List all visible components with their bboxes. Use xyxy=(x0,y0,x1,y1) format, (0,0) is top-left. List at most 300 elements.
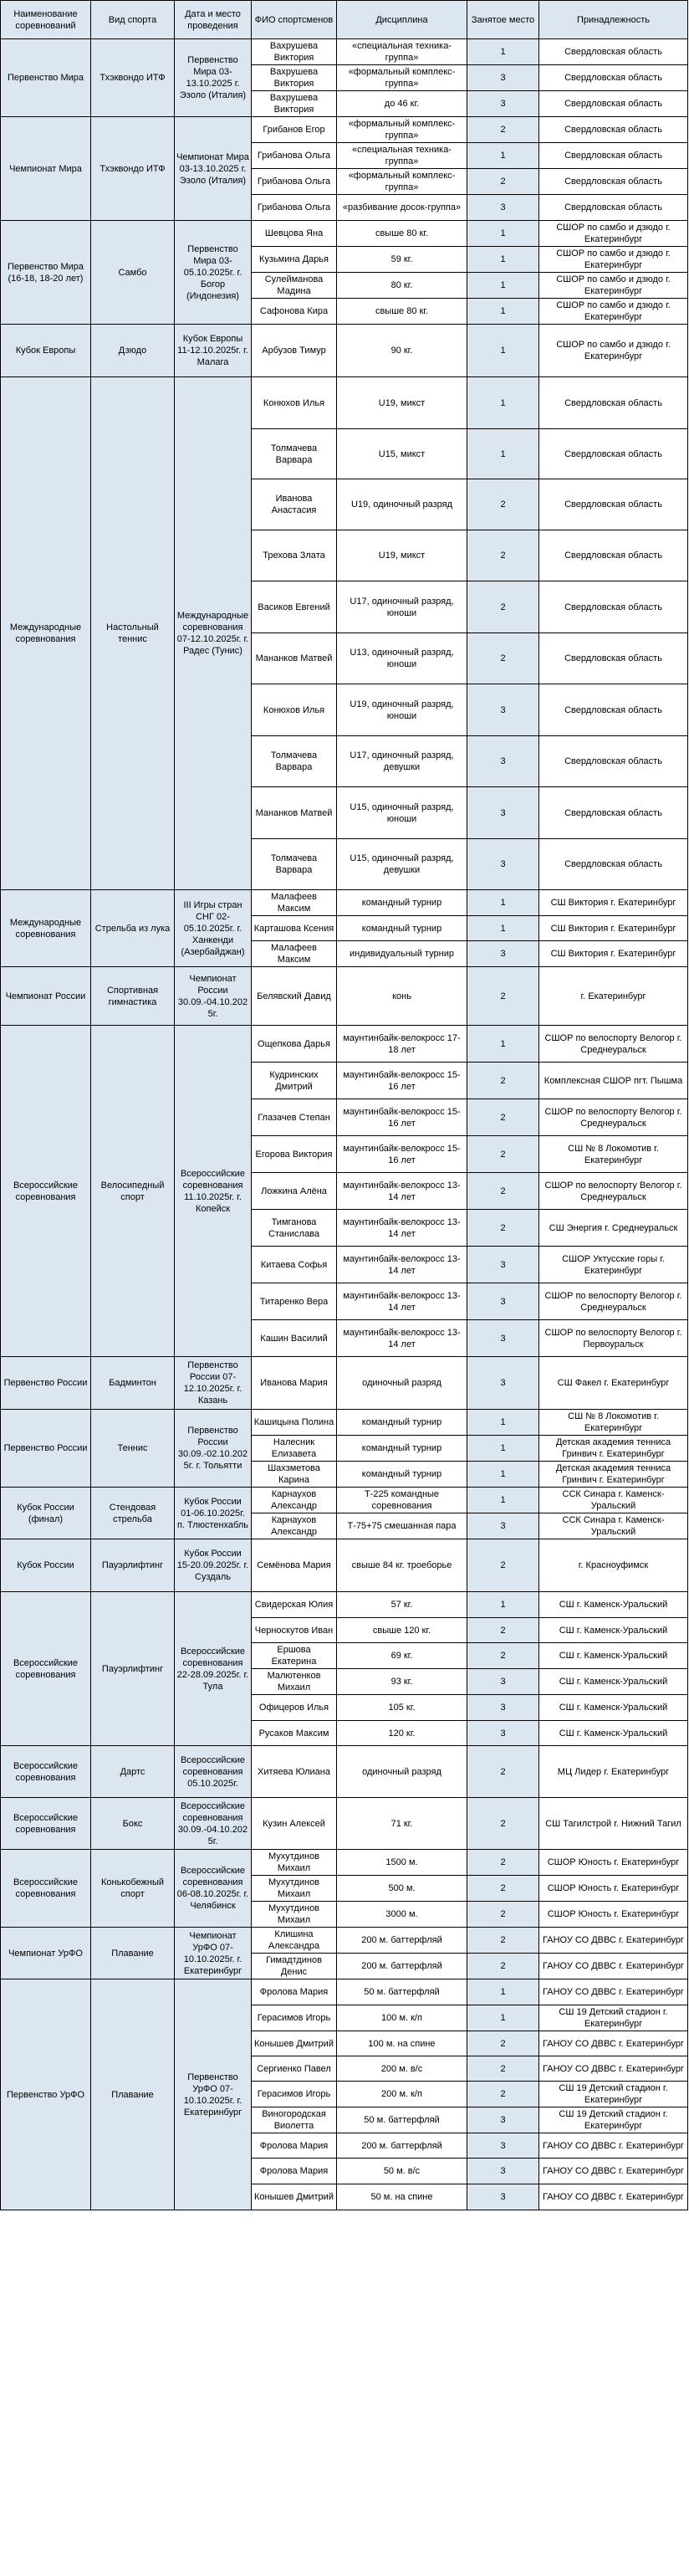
place-cell: 3 xyxy=(467,1283,539,1320)
sport-cell: Бадминтон xyxy=(91,1357,175,1410)
affiliation-cell: ГАНОУ СО ДВВС г. Екатеринбург xyxy=(539,2031,688,2056)
affiliation-cell: СШ Виктория г. Екатеринбург xyxy=(539,890,688,916)
place-cell: 1 xyxy=(467,377,539,429)
competition-cell: Международные соревнования xyxy=(1,377,91,890)
affiliation-cell: Свердловская область xyxy=(539,736,688,787)
athlete-name-cell: Налесник Елизавета xyxy=(252,1436,337,1462)
affiliation-cell: СШОР по велоспорту Велогор г. Среднеуральск xyxy=(539,1099,688,1136)
table-row xyxy=(1,1539,688,1592)
place-cell: 2 xyxy=(467,1539,539,1592)
discipline-cell: 50 м. баттерфляй xyxy=(337,2107,467,2133)
place-cell: 1 xyxy=(467,1436,539,1462)
place-cell: 1 xyxy=(467,1026,539,1063)
place-cell: 1 xyxy=(467,2005,539,2031)
place-cell: 2 xyxy=(467,1928,539,1954)
place-cell: 1 xyxy=(467,1462,539,1488)
discipline-cell: 500 м. xyxy=(337,1876,467,1902)
discipline-cell: командный турнир xyxy=(337,1462,467,1488)
place-cell: 2 xyxy=(467,1210,539,1247)
event-cell: Всероссийские соревнования 06-08.10.2025г. г. Челябинск xyxy=(175,1850,252,1928)
athlete-name-cell: Ложкина Алёна xyxy=(252,1173,337,1210)
place-cell: 1 xyxy=(467,273,539,299)
event-cell: III Игры стран СНГ 02-05.10.2025г. г. Ханкенди (Азербайджан) xyxy=(175,890,252,967)
table-row xyxy=(1,377,688,429)
place-cell: 2 xyxy=(467,1746,539,1798)
table-header xyxy=(1,1,688,39)
athlete-name-cell: Кашин Василий xyxy=(252,1320,337,1357)
place-cell: 3 xyxy=(467,195,539,221)
affiliation-cell: СШ № 8 Локомотив г. Екатеринбург xyxy=(539,1136,688,1173)
affiliation-cell: СШОР Юность г. Екатеринбург xyxy=(539,1850,688,1876)
athlete-name-cell: Ершова Екатерина xyxy=(252,1643,337,1669)
affiliation-cell: МЦ Лидер г. Екатеринбург xyxy=(539,1746,688,1798)
place-cell: 2 xyxy=(467,1618,539,1643)
sport-cell: Тхэквондо ИТФ xyxy=(91,39,175,117)
event-cell: Кубок Европы 11-12.10.2025г. г. Малага xyxy=(175,325,252,377)
discipline-cell: 105 кг. xyxy=(337,1695,467,1721)
discipline-cell: U13, одиночный разряд, юноши xyxy=(337,633,467,684)
discipline-cell: командный турнир xyxy=(337,1436,467,1462)
discipline-cell: одиночный разряд xyxy=(337,1357,467,1410)
athlete-name-cell: Карнаухов Александр xyxy=(252,1513,337,1539)
place-cell: 1 xyxy=(467,1592,539,1618)
table-row xyxy=(1,1357,688,1410)
place-cell: 2 xyxy=(467,1876,539,1902)
place-cell: 3 xyxy=(467,941,539,967)
competition-cell: Чемпионат России xyxy=(1,967,91,1026)
table-row xyxy=(1,1850,688,1876)
athlete-name-cell: Конюхов Илья xyxy=(252,377,337,429)
athlete-name-cell: Свидерская Юлия xyxy=(252,1592,337,1618)
discipline-cell: маунтинбайк-велокросс 13-14 лет xyxy=(337,1320,467,1357)
affiliation-cell: СШ 19 Детский стадион г. Екатеринбург xyxy=(539,2082,688,2107)
affiliation-cell: СШОР по самбо и дзюдо г. Екатеринбург xyxy=(539,247,688,273)
event-cell: Кубок России 01-06.10.2025г. п. Тлюстенхабль xyxy=(175,1488,252,1539)
sport-cell: Плавание xyxy=(91,1979,175,2210)
place-cell: 2 xyxy=(467,1136,539,1173)
discipline-cell: одиночный разряд xyxy=(337,1746,467,1798)
affiliation-cell: СШОР по самбо и дзюдо г. Екатеринбург xyxy=(539,273,688,299)
affiliation-cell: Свердловская область xyxy=(539,684,688,736)
sport-cell: Настольный теннис xyxy=(91,377,175,890)
place-cell: 2 xyxy=(467,2031,539,2056)
affiliation-cell: СШОР по самбо и дзюдо г. Екатеринбург xyxy=(539,221,688,247)
affiliation-cell: СШОР Юность г. Екатеринбург xyxy=(539,1902,688,1928)
event-cell: Первенство Мира 03-05.10.2025г. г. Богор (Индонезия) xyxy=(175,221,252,325)
discipline-cell: «разбивание досок-группа» xyxy=(337,195,467,221)
athlete-name-cell: Титаренко Вера xyxy=(252,1283,337,1320)
athlete-name-cell: Шевцова Яна xyxy=(252,221,337,247)
discipline-cell: маунтинбайк-велокросс 15-16 лет xyxy=(337,1136,467,1173)
affiliation-cell: Детская академия тенниса Гринвич г. Екатеринбург xyxy=(539,1436,688,1462)
discipline-cell: свыше 120 кг. xyxy=(337,1618,467,1643)
place-cell: 3 xyxy=(467,1721,539,1746)
sport-cell: Стрельба из лука xyxy=(91,890,175,967)
competition-cell: Первенство Мира xyxy=(1,39,91,117)
athlete-name-cell: Мухутдинов Михаил xyxy=(252,1850,337,1876)
athlete-name-cell: Трехова Злата xyxy=(252,530,337,581)
discipline-cell: 59 кг. xyxy=(337,247,467,273)
discipline-cell: 57 кг. xyxy=(337,1592,467,1618)
table-row xyxy=(1,39,688,65)
table-row xyxy=(1,1410,688,1436)
place-cell: 2 xyxy=(467,2082,539,2107)
discipline-cell: U19, микст xyxy=(337,530,467,581)
athlete-name-cell: Шахзметова Карина xyxy=(252,1462,337,1488)
event-cell: Всероссийские соревнования 30.09.-04.10.2025г. xyxy=(175,1798,252,1850)
sport-cell: Стендовая стрельба xyxy=(91,1488,175,1539)
athlete-name-cell: Малафеев Максим xyxy=(252,941,337,967)
place-cell: 2 xyxy=(467,1099,539,1136)
athlete-name-cell: Конышев Дмитрий xyxy=(252,2031,337,2056)
athlete-name-cell: Сафонова Кира xyxy=(252,299,337,325)
place-cell: 1 xyxy=(467,39,539,65)
event-cell: Всероссийские соревнования 11.10.2025г. г. Копейск xyxy=(175,1026,252,1357)
affiliation-cell: Свердловская область xyxy=(539,117,688,143)
event-cell: Первенство УрФО 07-10.10.2025г. г. Екатеринбург xyxy=(175,1979,252,2210)
competition-cell: Кубок Европы xyxy=(1,325,91,377)
athlete-name-cell: Арбузов Тимур xyxy=(252,325,337,377)
affiliation-cell: СШОР по велоспорту Велогор г. Среднеуральск xyxy=(539,1283,688,1320)
place-cell: 2 xyxy=(467,117,539,143)
affiliation-cell: Свердловская область xyxy=(539,65,688,91)
header-place: Занятое место xyxy=(467,1,539,39)
competition-cell: Кубок России (финал) xyxy=(1,1488,91,1539)
athlete-name-cell: Русаков Максим xyxy=(252,1721,337,1746)
place-cell: 3 xyxy=(467,1357,539,1410)
affiliation-cell: СШ 19 Детский стадион г. Екатеринбург xyxy=(539,2005,688,2031)
competition-cell: Всероссийские соревнования xyxy=(1,1026,91,1357)
discipline-cell: U19, микст xyxy=(337,377,467,429)
athlete-name-cell: Офицеров Илья xyxy=(252,1695,337,1721)
discipline-cell: 1500 м. xyxy=(337,1850,467,1876)
event-cell: Первенство России 07-12.10.2025г. г. Казань xyxy=(175,1357,252,1410)
discipline-cell: U17, одиночный разряд, юноши xyxy=(337,581,467,633)
athlete-name-cell: Сергиенко Павел xyxy=(252,2056,337,2082)
affiliation-cell: г. Екатеринбург xyxy=(539,967,688,1026)
sport-cell: Самбо xyxy=(91,221,175,325)
discipline-cell: маунтинбайк-велокросс 13-14 лет xyxy=(337,1283,467,1320)
table-row xyxy=(1,117,688,143)
place-cell: 2 xyxy=(467,169,539,195)
athlete-name-cell: Толмачева Варвара xyxy=(252,839,337,890)
affiliation-cell: СШ Виктория г. Екатеринбург xyxy=(539,941,688,967)
discipline-cell: 200 м. баттерфляй xyxy=(337,1954,467,1979)
discipline-cell: 3000 м. xyxy=(337,1902,467,1928)
place-cell: 1 xyxy=(467,1410,539,1436)
athlete-name-cell: Иванова Анастасия xyxy=(252,479,337,530)
competition-cell: Первенство России xyxy=(1,1357,91,1410)
discipline-cell: «специальная техника-группа» xyxy=(337,143,467,169)
place-cell: 1 xyxy=(467,916,539,941)
place-cell: 1 xyxy=(467,247,539,273)
discipline-cell: 100 м. на спине xyxy=(337,2031,467,2056)
place-cell: 3 xyxy=(467,1513,539,1539)
discipline-cell: U19, одиночный разряд, юноши xyxy=(337,684,467,736)
athlete-name-cell: Конышев Дмитрий xyxy=(252,2184,337,2210)
discipline-cell: 200 м. к/п xyxy=(337,2082,467,2107)
sport-cell: Плавание xyxy=(91,1928,175,1979)
affiliation-cell: СШ г. Каменск-Уральский xyxy=(539,1669,688,1695)
event-cell: Первенство России 30.09.-02.10.2025г. г. Тольятти xyxy=(175,1410,252,1488)
affiliation-cell: ГАНОУ СО ДВВС г. Екатеринбург xyxy=(539,2133,688,2159)
discipline-cell: индивидуальный турнир xyxy=(337,941,467,967)
place-cell: 2 xyxy=(467,1954,539,1979)
athlete-name-cell: Грибанова Ольга xyxy=(252,169,337,195)
place-cell: 3 xyxy=(467,2184,539,2210)
table-body xyxy=(1,39,688,2210)
athlete-name-cell: Грибанова Ольга xyxy=(252,195,337,221)
affiliation-cell: СШОР по велоспорту Велогор г. Среднеуральск xyxy=(539,1173,688,1210)
place-cell: 2 xyxy=(467,1063,539,1099)
competition-cell: Чемпионат УрФО xyxy=(1,1928,91,1979)
place-cell: 3 xyxy=(467,2159,539,2184)
competition-cell: Кубок России xyxy=(1,1539,91,1592)
discipline-cell: 50 м. на спине xyxy=(337,2184,467,2210)
affiliation-cell: СШОР по велоспорту Велогор г. Среднеуральск xyxy=(539,1026,688,1063)
athlete-name-cell: Сулейманова Мадина xyxy=(252,273,337,299)
discipline-cell: 80 кг. xyxy=(337,273,467,299)
header-row xyxy=(1,1,688,39)
discipline-cell: 69 кг. xyxy=(337,1643,467,1669)
place-cell: 2 xyxy=(467,2056,539,2082)
athlete-name-cell: Мананков Матвей xyxy=(252,787,337,839)
discipline-cell: «формальный комплекс-группа» xyxy=(337,169,467,195)
discipline-cell: Т-225 командные соревнования xyxy=(337,1488,467,1513)
sport-cell: Теннис xyxy=(91,1410,175,1488)
discipline-cell: 200 м. баттерфляй xyxy=(337,2133,467,2159)
event-cell: Всероссийские соревнования 22-28.09.2025г. г. Тула xyxy=(175,1592,252,1746)
table-row xyxy=(1,1746,688,1798)
discipline-cell: 100 м. к/п xyxy=(337,2005,467,2031)
affiliation-cell: ГАНОУ СО ДВВС г. Екатеринбург xyxy=(539,1979,688,2005)
place-cell: 3 xyxy=(467,1669,539,1695)
competition-cell: Всероссийские соревнования xyxy=(1,1746,91,1798)
athlete-name-cell: Глазачев Степан xyxy=(252,1099,337,1136)
header-athlete: ФИО спортсменов xyxy=(252,1,337,39)
place-cell: 3 xyxy=(467,787,539,839)
discipline-cell: командный турнир xyxy=(337,890,467,916)
place-cell: 3 xyxy=(467,684,539,736)
event-cell: Первенство Мира 03-13.10.2025 г. Эзоло (Италия) xyxy=(175,39,252,117)
table-row xyxy=(1,1798,688,1850)
place-cell: 1 xyxy=(467,221,539,247)
place-cell: 2 xyxy=(467,479,539,530)
athlete-name-cell: Малютенков Михаил xyxy=(252,1669,337,1695)
athlete-name-cell: Кузьмина Дарья xyxy=(252,247,337,273)
event-cell: Чемпионат Мира 03-13.10.2025 г. Эзоло (Италия) xyxy=(175,117,252,221)
affiliation-cell: СШОР Уктусские горы г. Екатеринбург xyxy=(539,1247,688,1283)
place-cell: 2 xyxy=(467,967,539,1026)
athlete-name-cell: Фролова Мария xyxy=(252,2159,337,2184)
affiliation-cell: ГАНОУ СО ДВВС г. Екатеринбург xyxy=(539,2159,688,2184)
athlete-name-cell: Тимганова Станислава xyxy=(252,1210,337,1247)
place-cell: 1 xyxy=(467,143,539,169)
discipline-cell: U17, одиночный разряд, девушки xyxy=(337,736,467,787)
affiliation-cell: СШ Виктория г. Екатеринбург xyxy=(539,916,688,941)
athlete-name-cell: Мухутдинов Михаил xyxy=(252,1902,337,1928)
affiliation-cell: СШ г. Каменск-Уральский xyxy=(539,1618,688,1643)
discipline-cell: 120 кг. xyxy=(337,1721,467,1746)
place-cell: 1 xyxy=(467,299,539,325)
sport-cell: Бокс xyxy=(91,1798,175,1850)
athlete-name-cell: Герасимов Игорь xyxy=(252,2082,337,2107)
table-row xyxy=(1,221,688,247)
athlete-name-cell: Толмачева Варвара xyxy=(252,429,337,479)
sport-cell: Пауэрлифтинг xyxy=(91,1592,175,1746)
competition-cell: Первенство Мира (16-18, 18-20 лет) xyxy=(1,221,91,325)
table-row xyxy=(1,890,688,916)
place-cell: 2 xyxy=(467,581,539,633)
athlete-name-cell: Вахрушева Виктория xyxy=(252,91,337,117)
sport-cell: Велосипедный спорт xyxy=(91,1026,175,1357)
place-cell: 2 xyxy=(467,1173,539,1210)
athlete-name-cell: Мананков Матвей xyxy=(252,633,337,684)
discipline-cell: 71 кг. xyxy=(337,1798,467,1850)
table-row xyxy=(1,1026,688,1063)
athlete-name-cell: Кузин Алексей xyxy=(252,1798,337,1850)
affiliation-cell: СШ г. Каменск-Уральский xyxy=(539,1643,688,1669)
affiliation-cell: ГАНОУ СО ДВВС г. Екатеринбург xyxy=(539,1928,688,1954)
competition-cell: Чемпионат Мира xyxy=(1,117,91,221)
place-cell: 2 xyxy=(467,1850,539,1876)
affiliation-cell: СШ Тагилстрой г. Нижний Тагил xyxy=(539,1798,688,1850)
competition-cell: Всероссийские соревнования xyxy=(1,1798,91,1850)
athlete-name-cell: Конюхов Илья xyxy=(252,684,337,736)
discipline-cell: свыше 80 кг. xyxy=(337,221,467,247)
competition-cell: Первенство УрФО xyxy=(1,1979,91,2210)
affiliation-cell: Свердловская область xyxy=(539,169,688,195)
discipline-cell: маунтинбайк-велокросс 17-18 лет xyxy=(337,1026,467,1063)
event-cell: Международные соревнования 07-12.10.2025г. г. Радес (Тунис) xyxy=(175,377,252,890)
place-cell: 2 xyxy=(467,1798,539,1850)
athlete-name-cell: Белявский Давид xyxy=(252,967,337,1026)
place-cell: 2 xyxy=(467,530,539,581)
affiliation-cell: ССК Синара г. Каменск-Уральский xyxy=(539,1513,688,1539)
athlete-name-cell: Егорова Виктория xyxy=(252,1136,337,1173)
affiliation-cell: ГАНОУ СО ДВВС г. Екатеринбург xyxy=(539,1954,688,1979)
athlete-name-cell: Грибанов Егор xyxy=(252,117,337,143)
affiliation-cell: ГАНОУ СО ДВВС г. Екатеринбург xyxy=(539,2184,688,2210)
discipline-cell: U15, одиночный разряд, юноши xyxy=(337,787,467,839)
place-cell: 1 xyxy=(467,325,539,377)
discipline-cell: свыше 80 кг. xyxy=(337,299,467,325)
discipline-cell: 90 кг. xyxy=(337,325,467,377)
header-affiliation: Принадлежность xyxy=(539,1,688,39)
discipline-cell: маунтинбайк-велокросс 13-14 лет xyxy=(337,1210,467,1247)
affiliation-cell: Свердловская область xyxy=(539,143,688,169)
sport-cell: Тхэквондо ИТФ xyxy=(91,117,175,221)
affiliation-cell: ССК Синара г. Каменск-Уральский xyxy=(539,1488,688,1513)
athlete-name-cell: Гимадтдинов Денис xyxy=(252,1954,337,1979)
table-row xyxy=(1,1592,688,1618)
place-cell: 2 xyxy=(467,633,539,684)
header-competition: Наименование соревнований xyxy=(1,1,91,39)
affiliation-cell: СШОР Юность г. Екатеринбург xyxy=(539,1876,688,1902)
place-cell: 3 xyxy=(467,1247,539,1283)
affiliation-cell: Свердловская область xyxy=(539,530,688,581)
athlete-name-cell: Вахрушева Виктория xyxy=(252,39,337,65)
affiliation-cell: Свердловская область xyxy=(539,39,688,65)
sport-cell: Спортивная гимнастика xyxy=(91,967,175,1026)
place-cell: 3 xyxy=(467,2107,539,2133)
athlete-name-cell: Семёнова Мария xyxy=(252,1539,337,1592)
discipline-cell: U15, микст xyxy=(337,429,467,479)
athlete-name-cell: Хитяева Юлиана xyxy=(252,1746,337,1798)
header-discipline: Дисциплина xyxy=(337,1,467,39)
place-cell: 1 xyxy=(467,1979,539,2005)
table-row xyxy=(1,1928,688,1954)
discipline-cell: маунтинбайк-велокросс 15-16 лет xyxy=(337,1099,467,1136)
athlete-name-cell: Фролова Мария xyxy=(252,1979,337,2005)
place-cell: 2 xyxy=(467,1902,539,1928)
athlete-name-cell: Грибанова Ольга xyxy=(252,143,337,169)
place-cell: 3 xyxy=(467,1695,539,1721)
place-cell: 1 xyxy=(467,890,539,916)
place-cell: 3 xyxy=(467,2133,539,2159)
place-cell: 3 xyxy=(467,91,539,117)
place-cell: 3 xyxy=(467,1320,539,1357)
discipline-cell: до 46 кг. xyxy=(337,91,467,117)
athlete-name-cell: Виногородская Виолетта xyxy=(252,2107,337,2133)
affiliation-cell: СШОР по самбо и дзюдо г. Екатеринбург xyxy=(539,325,688,377)
discipline-cell: «формальный комплекс-группа» xyxy=(337,117,467,143)
discipline-cell: командный турнир xyxy=(337,916,467,941)
discipline-cell: Т-75+75 смешанная пара xyxy=(337,1513,467,1539)
discipline-cell: маунтинбайк-велокросс 15-16 лет xyxy=(337,1063,467,1099)
athlete-name-cell: Черноскутов Иван xyxy=(252,1618,337,1643)
discipline-cell: 93 кг. xyxy=(337,1669,467,1695)
athlete-name-cell: Толмачева Варвара xyxy=(252,736,337,787)
affiliation-cell: Свердловская область xyxy=(539,377,688,429)
affiliation-cell: СШОР по самбо и дзюдо г. Екатеринбург xyxy=(539,299,688,325)
athlete-name-cell: Карнаухов Александр xyxy=(252,1488,337,1513)
affiliation-cell: СШ 19 Детский стадион г. Екатеринбург xyxy=(539,2107,688,2133)
affiliation-cell: Детская академия тенниса Гринвич г. Екатеринбург xyxy=(539,1462,688,1488)
athlete-name-cell: Кашицына Полина xyxy=(252,1410,337,1436)
athlete-name-cell: Вахрушева Виктория xyxy=(252,65,337,91)
competition-cell: Первенство России xyxy=(1,1410,91,1488)
place-cell: 3 xyxy=(467,65,539,91)
affiliation-cell: Комплексная СШОР пгт. Пышма xyxy=(539,1063,688,1099)
discipline-cell: маунтинбайк-велокросс 13-14 лет xyxy=(337,1247,467,1283)
table-row xyxy=(1,1488,688,1513)
affiliation-cell: Свердловская область xyxy=(539,91,688,117)
place-cell: 1 xyxy=(467,1488,539,1513)
sport-cell: Дзюдо xyxy=(91,325,175,377)
athlete-name-cell: Китаева Софья xyxy=(252,1247,337,1283)
affiliation-cell: ГАНОУ СО ДВВС г. Екатеринбург xyxy=(539,2056,688,2082)
athlete-name-cell: Малафеев Максим xyxy=(252,890,337,916)
discipline-cell: U19, одиночный разряд xyxy=(337,479,467,530)
affiliation-cell: Свердловская область xyxy=(539,479,688,530)
discipline-cell: 200 м. баттерфляй xyxy=(337,1928,467,1954)
athlete-name-cell: Карташова Ксения xyxy=(252,916,337,941)
affiliation-cell: СШ Факел г. Екатеринбург xyxy=(539,1357,688,1410)
affiliation-cell: г. Красноуфимск xyxy=(539,1539,688,1592)
table-row xyxy=(1,1979,688,2005)
event-cell: Чемпионат России 30.09.-04.10.2025г. xyxy=(175,967,252,1026)
event-cell: Чемпионат УрФО 07-10.10.2025г. г. Екатеринбург xyxy=(175,1928,252,1979)
sport-cell: Пауэрлифтинг xyxy=(91,1539,175,1592)
athlete-name-cell: Ощепкова Дарья xyxy=(252,1026,337,1063)
affiliation-cell: Свердловская область xyxy=(539,787,688,839)
affiliation-cell: СШ № 8 Локомотив г. Екатеринбург xyxy=(539,1410,688,1436)
athlete-name-cell: Герасимов Игорь xyxy=(252,2005,337,2031)
affiliation-cell: Свердловская область xyxy=(539,429,688,479)
athlete-name-cell: Клишина Александра xyxy=(252,1928,337,1954)
place-cell: 3 xyxy=(467,839,539,890)
